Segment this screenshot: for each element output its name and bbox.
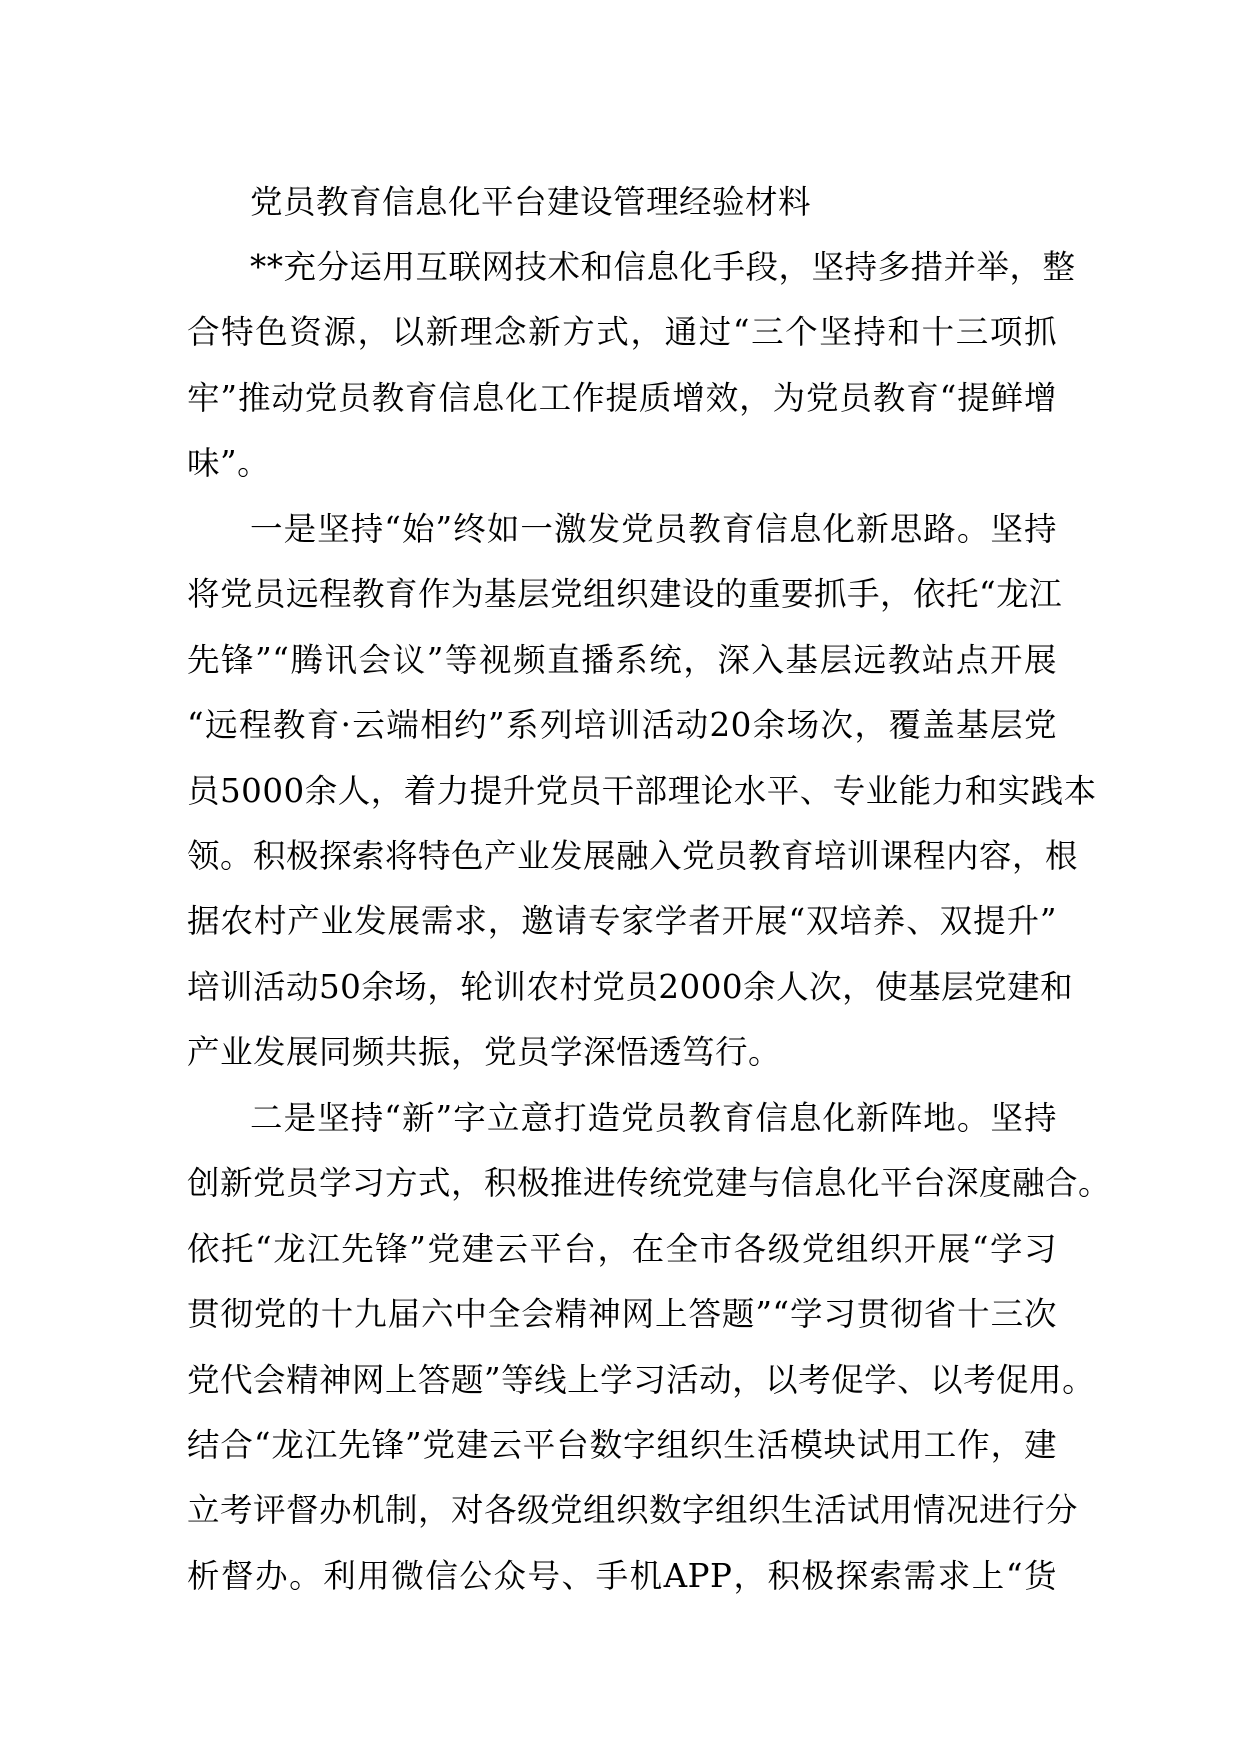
paragraph-point-one [187,497,1097,1086]
paragraph-line: 结合“龙江先锋”党建云平台数字组织生活模块试用工作，建 [187,1425,1057,1464]
paragraph-line: “远程教育·云端相约”系列培训活动20余场次，覆盖基层党 [187,706,1057,745]
document-title: 党员教育信息化平台建设管理经验材料 [250,183,812,221]
paragraph-line: 一是坚持“始”终如一激发党员教育信息化新思路。坚持 [250,510,1057,548]
paragraph-line: **充分运用互联网技术和信息化手段，坚持多措并举，整 [250,248,1076,286]
paragraph-line: 依托“龙江先锋”党建云平台，在全市各级党组织开展“学习 [187,1229,1057,1268]
paragraph-line: 立考评督办机制，对各级党组织数字组织生活试用情况进行分 [187,1491,1079,1530]
paragraph-line: 产业发展同频共振，党员学深悟透笃行。 [187,1033,782,1072]
paragraph-line: 据农村产业发展需求，邀请专家学者开展“双培养、双提升” [187,902,1057,941]
paragraph-line: 贯彻党的十九届六中全会精神网上答题”“学习贯彻省十三次 [187,1295,1057,1334]
paragraph-line: 味”。 [187,444,271,483]
paragraph-line: 员5000余人，着力提升党员干部理论水平、专业能力和实践本 [187,771,1097,810]
paragraph-line: 二是坚持“新”字立意打造党员教育信息化新阵地。坚持 [250,1099,1057,1137]
paragraph-line: 析督办。利用微信公众号、手机APP，积极探索需求上“货 [187,1556,1057,1595]
paragraph-line: 合特色资源，以新理念新方式，通过“三个坚持和十三项抓 [187,313,1057,352]
paragraph-line: 将党员远程教育作为基层党组织建设的重要抓手，依托“龙江 [187,575,1063,614]
paragraph-line: 培训活动50余场，轮训农村党员2000余人次，使基层党建和 [187,967,1074,1006]
paragraph-line: 创新党员学习方式，积极推进传统党建与信息化平台深度融合。 [187,1164,1112,1203]
paragraph-line: 党代会精神网上答题”等线上学习活动，以考促学、以考促用。 [187,1360,1096,1399]
paragraph-line: 先锋”“腾讯会议”等视频直播系统，深入基层远教站点开展 [187,640,1057,679]
paragraph-point-two [187,1086,1112,1609]
paragraph-line: 领。积极探索将特色产业发展融入党员教育培训课程内容，根 [187,836,1079,875]
paragraph-intro [187,235,1076,497]
paragraph-line: 牢”推动党员教育信息化工作提质增效，为党员教育“提鲜增 [187,378,1057,417]
